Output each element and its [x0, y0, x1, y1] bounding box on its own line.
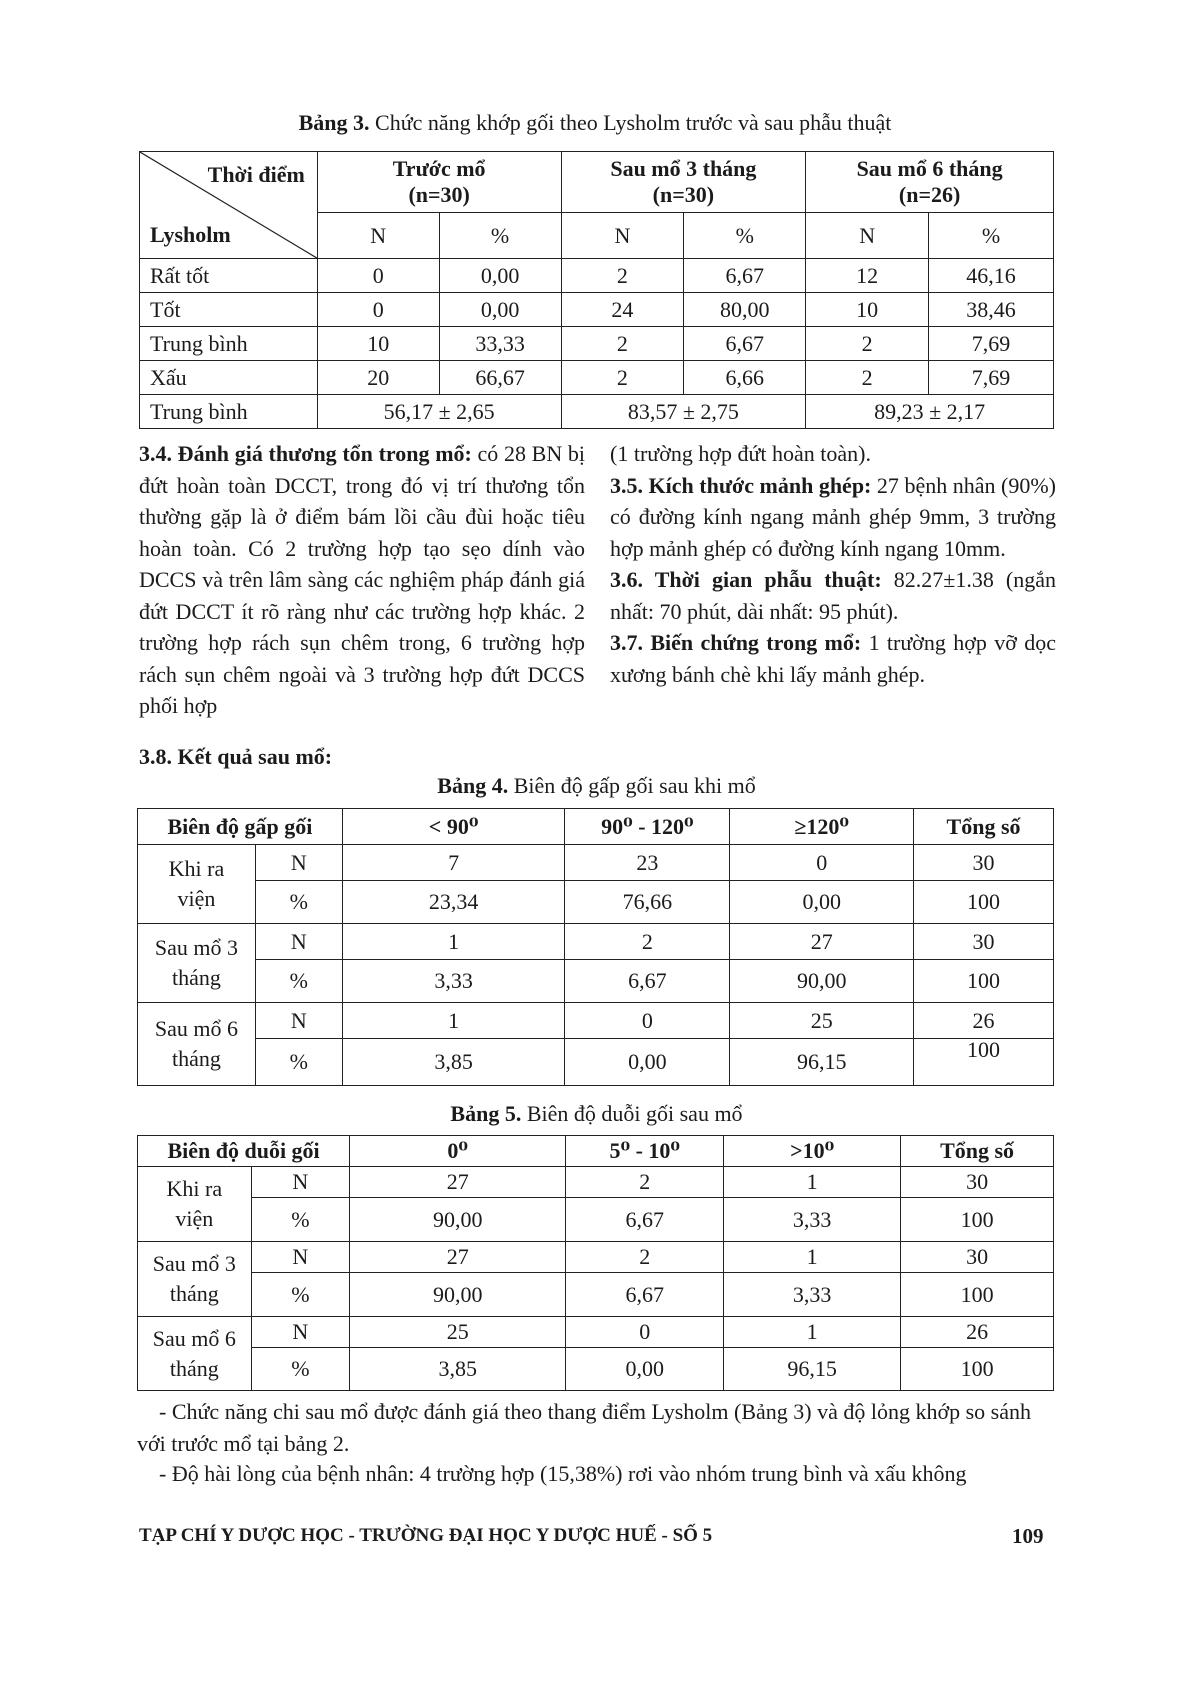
cell: 6,67: [566, 1198, 724, 1242]
mean-cell: 56,17 ± 2,65: [317, 395, 561, 429]
cell: 10: [317, 327, 439, 361]
cell: 1: [724, 1317, 901, 1348]
group-label: [138, 1242, 252, 1317]
header-cell: Tổng số: [914, 809, 1054, 845]
cell: 23,34: [342, 881, 565, 924]
cell: 0,00: [565, 1039, 730, 1086]
table5-caption: [139, 1101, 1054, 1127]
header-cell: Biên độ duỗi gối: [138, 1136, 350, 1167]
group-label-line2: tháng: [172, 965, 221, 990]
group-label-line1: Sau mổ 3: [152, 1251, 236, 1276]
group-header-line1: Sau mổ 6 tháng: [856, 156, 1003, 181]
pct-label: %: [251, 1273, 350, 1317]
group-header-line1: Sau mổ 3 tháng: [610, 156, 757, 181]
cell: 100: [914, 881, 1054, 924]
left-column: [139, 438, 585, 722]
group-label-line2: tháng: [169, 1281, 219, 1306]
cell: 0,00: [730, 881, 914, 924]
cell: 7,69: [929, 327, 1054, 361]
cell: 2: [566, 1167, 724, 1198]
section-3-4-title: 3.4. Đánh giá thương tổn trong mổ:: [139, 441, 472, 466]
cell: 3,33: [342, 960, 565, 1003]
cell: 6,67: [566, 1273, 724, 1317]
table-row: [138, 924, 1054, 960]
cell: 2: [561, 259, 684, 293]
table-row: [138, 881, 1054, 924]
row-label: Tốt: [140, 293, 318, 327]
group-label-line1: Sau mổ 6: [152, 1325, 236, 1351]
pct-label: %: [251, 1348, 350, 1391]
header-cell: 0⁰: [350, 1136, 566, 1167]
cell: 2: [565, 924, 730, 960]
table-row: [138, 1348, 1054, 1391]
cell: 25: [350, 1317, 566, 1348]
group-label-line1: Khi ra: [168, 856, 225, 881]
cell: 23: [565, 845, 730, 881]
sub-header-pct: %: [929, 213, 1054, 259]
n-label: N: [251, 1317, 350, 1348]
table-header-row: [138, 809, 1054, 845]
cell: 2: [566, 1242, 724, 1273]
table4-caption-label: Bảng 4.: [437, 773, 509, 798]
section-3-6: [610, 564, 1056, 627]
table3: [139, 151, 1054, 429]
cell: 100: [901, 1273, 1054, 1317]
cell: 0,00: [439, 293, 561, 327]
table-header-row: [138, 1136, 1054, 1167]
cell: 76,66: [565, 881, 730, 924]
pct-label: %: [255, 1039, 342, 1086]
cell: 12: [806, 259, 929, 293]
cell: 30: [914, 924, 1054, 960]
cell: 1: [724, 1242, 901, 1273]
cell: 27: [350, 1167, 566, 1198]
group-label-line2: tháng: [172, 1046, 221, 1071]
section-3-5: [610, 470, 1056, 565]
table-row: [138, 1167, 1054, 1198]
table-row: [140, 327, 1054, 361]
cell: 6,67: [684, 259, 806, 293]
group-label-line2: viện: [175, 1206, 214, 1231]
cell: 30: [914, 845, 1054, 881]
cell: 1: [724, 1167, 901, 1198]
table3-group-header-1: [561, 152, 806, 213]
header-cell: Biên độ gấp gối: [138, 809, 343, 845]
section-3-5-text: 27 bệnh nhân (90%) có đường kính ngang mảnh ghép 9mm, 3 trường hợp mảnh ghép có đường kính ngang 10mm.: [610, 472, 1056, 561]
cell: 90,00: [730, 960, 914, 1003]
header-cell: >10⁰: [724, 1136, 901, 1167]
cell: 96,15: [724, 1348, 901, 1391]
section-3-7-text: 1 trường hợp vỡ dọc xương bánh chè khi lấy mảnh ghép.: [610, 630, 1057, 687]
cell: 6,67: [684, 327, 806, 361]
table3-group-header-0: [317, 152, 561, 213]
cell: 0: [317, 259, 439, 293]
section-3-6-text: 82.27±1.38 (ngắn nhất: 70 phút, dài nhất: 95 phút).: [610, 567, 1056, 624]
section-3-6-title: 3.6. Thời gian phẫu thuật:: [610, 567, 882, 592]
pct-label: %: [255, 960, 342, 1003]
table-row: [138, 1273, 1054, 1317]
cell: 26: [914, 1003, 1054, 1039]
cell: 100: [901, 1348, 1054, 1391]
cell: 3,85: [342, 1039, 565, 1086]
group-label: [138, 1167, 252, 1242]
section-3-4-continued: (1 trường hợp đứt hoàn toàn).: [610, 441, 871, 466]
table4: [137, 808, 1054, 1086]
row-label: Xấu: [140, 361, 318, 395]
table-row: [138, 1003, 1054, 1039]
table-row: [138, 1242, 1054, 1273]
sub-header-n: N: [806, 213, 929, 259]
corner-top-label: Thời điểm: [207, 162, 305, 187]
section-3-7: [610, 627, 1056, 690]
sub-header-n: N: [317, 213, 439, 259]
cell: 0: [565, 1003, 730, 1039]
cell: 27: [730, 924, 914, 960]
table3-caption-label: Bảng 3.: [298, 110, 370, 135]
cell: 1: [342, 924, 565, 960]
cell: 1: [342, 1003, 565, 1039]
group-label: [138, 1003, 256, 1086]
group-header-line1: Trước mổ: [392, 156, 486, 181]
sub-header-pct: %: [439, 213, 561, 259]
cell: 7: [342, 845, 565, 881]
group-label: [138, 1317, 252, 1391]
table3-caption-text: Chức năng khớp gối theo Lysholm trước và sau phẫu thuật: [369, 110, 892, 135]
n-label: N: [255, 924, 342, 960]
group-label-line2: tháng: [169, 1355, 219, 1381]
cell: 0,00: [439, 259, 561, 293]
cell: 2: [561, 361, 684, 395]
table-row: [140, 293, 1054, 327]
cell: 3,33: [724, 1273, 901, 1317]
table3-caption: [140, 110, 1050, 136]
mean-cell: 83,57 ± 2,75: [561, 395, 806, 429]
group-label-line1: Khi ra: [166, 1176, 223, 1201]
n-label: N: [255, 845, 342, 881]
sub-header-pct: %: [684, 213, 806, 259]
cell: 2: [561, 327, 684, 361]
cell: 100: [914, 1039, 1054, 1086]
row-label: Trung bình: [140, 395, 318, 429]
cell: 6,67: [565, 960, 730, 1003]
table3-group-header-2: [806, 152, 1054, 213]
cell: 33,33: [439, 327, 561, 361]
cell: 96,15: [730, 1039, 914, 1086]
cell: 66,67: [439, 361, 561, 395]
cell: 24: [561, 293, 684, 327]
header-cell: < 90⁰: [342, 809, 565, 845]
cell: 26: [901, 1317, 1054, 1348]
cell: 10: [806, 293, 929, 327]
cell: 3,33: [724, 1198, 901, 1242]
cell: 90,00: [350, 1273, 566, 1317]
cell: 3,85: [350, 1348, 566, 1391]
table-row: [138, 1039, 1054, 1086]
cell: 0,00: [566, 1348, 724, 1391]
cell: 7,69: [929, 361, 1054, 395]
section-3-7-title: 3.7. Biến chứng trong mổ:: [610, 630, 862, 655]
section-3-4-text: có 28 BN bị đứt hoàn toàn DCCT, trong đó vị trí thương tổn thường gặp là ở điểm bám lồi cầu đùi hoặc tiêu hoàn toàn. Có 2 trường hợp tạo sẹo dính vào DCCS và trên lâm sàng các nghiệm pháp đánh giá đứt DCCT ít rõ ràng như các trường hợp khác. 2 trường hợp rách sụn chêm trong, 6 trường hợp rách sụn chêm ngoài và 3 trường hợp đứt DCCS phối hợp: [139, 441, 585, 718]
cell: 27: [350, 1242, 566, 1273]
pct-label: %: [251, 1198, 350, 1242]
cell: 0: [730, 845, 914, 881]
row-label: Trung bình: [140, 327, 318, 361]
table-row: [140, 361, 1054, 395]
cell: 30: [901, 1167, 1054, 1198]
paragraph-satisfaction: - Độ hài lòng của bệnh nhân: 4 trường hợp (15,38%) rơi vào nhóm trung bình và xấu không: [159, 1461, 967, 1486]
table-row: [138, 845, 1054, 881]
table-row: [138, 960, 1054, 1003]
group-label-line1: Sau mổ 3: [154, 935, 238, 960]
group-label-line1: Sau mổ 6: [154, 1016, 238, 1041]
paragraph-lysholm-note: - Chức năng chi sau mổ được đánh giá theo thang điểm Lysholm (Bảng 3) và độ lỏng khớp so sánh với trước mổ tại bảng 2.: [137, 1399, 1031, 1456]
right-column: [610, 438, 1056, 690]
section-3-5-title: 3.5. Kích thước mảnh ghép:: [610, 472, 872, 498]
cell: 25: [730, 1003, 914, 1039]
n-label: N: [251, 1242, 350, 1273]
cell: 46,16: [929, 259, 1054, 293]
header-cell: 90⁰ - 120⁰: [565, 809, 730, 845]
cell: 90,00: [350, 1198, 566, 1242]
group-header-line2: (n=26): [898, 182, 961, 207]
group-label-line2: viện: [177, 886, 216, 911]
corner-bottom-label: Lysholm: [150, 222, 231, 247]
cell: 0: [566, 1317, 724, 1348]
header-cell: 5⁰ - 10⁰: [566, 1136, 724, 1167]
table-row-mean: [140, 395, 1054, 429]
table3-corner-cell: [140, 152, 318, 259]
group-header-line2: (n=30): [652, 182, 715, 207]
section-3-4: [139, 438, 585, 722]
cell: 0: [317, 293, 439, 327]
page-number: 109: [1012, 1524, 1044, 1548]
journal-footer: TẠP CHÍ Y DƯỢC HỌC - TRƯỜNG ĐẠI HỌC Y DƯỢC HUẾ - SỐ 5: [139, 1525, 713, 1546]
pct-label: %: [255, 881, 342, 924]
row-label: Rất tốt: [140, 259, 318, 293]
table5-caption-text: Biên độ duỗi gối sau mổ: [521, 1101, 743, 1126]
table5-caption-label: Bảng 5.: [450, 1101, 522, 1126]
mean-cell: 89,23 ± 2,17: [806, 395, 1054, 429]
header-cell: Tổng số: [901, 1136, 1054, 1167]
section-3-8-title: 3.8. Kết quả sau mổ:: [139, 744, 333, 769]
cell: 2: [806, 327, 929, 361]
table5: [137, 1135, 1054, 1391]
cell: 38,46: [929, 293, 1054, 327]
cell: 20: [317, 361, 439, 395]
table4-caption-text: Biên độ gấp gối sau khi mổ: [508, 773, 756, 798]
n-label: N: [255, 1003, 342, 1039]
sub-header-n: N: [561, 213, 684, 259]
cell: 100: [901, 1198, 1054, 1242]
cell: 80,00: [684, 293, 806, 327]
table-row: [140, 259, 1054, 293]
table-row: [138, 1198, 1054, 1242]
cell: 6,66: [684, 361, 806, 395]
cell: 2: [806, 361, 929, 395]
group-header-line2: (n=30): [408, 182, 470, 207]
table4-caption: [139, 773, 1054, 799]
group-label: [138, 845, 256, 924]
table-row: [138, 1317, 1054, 1348]
group-label: [138, 924, 256, 1003]
cell: 30: [901, 1242, 1054, 1273]
n-label: N: [251, 1167, 350, 1198]
header-cell: ≥120⁰: [730, 809, 914, 845]
cell: 100: [914, 960, 1054, 1003]
